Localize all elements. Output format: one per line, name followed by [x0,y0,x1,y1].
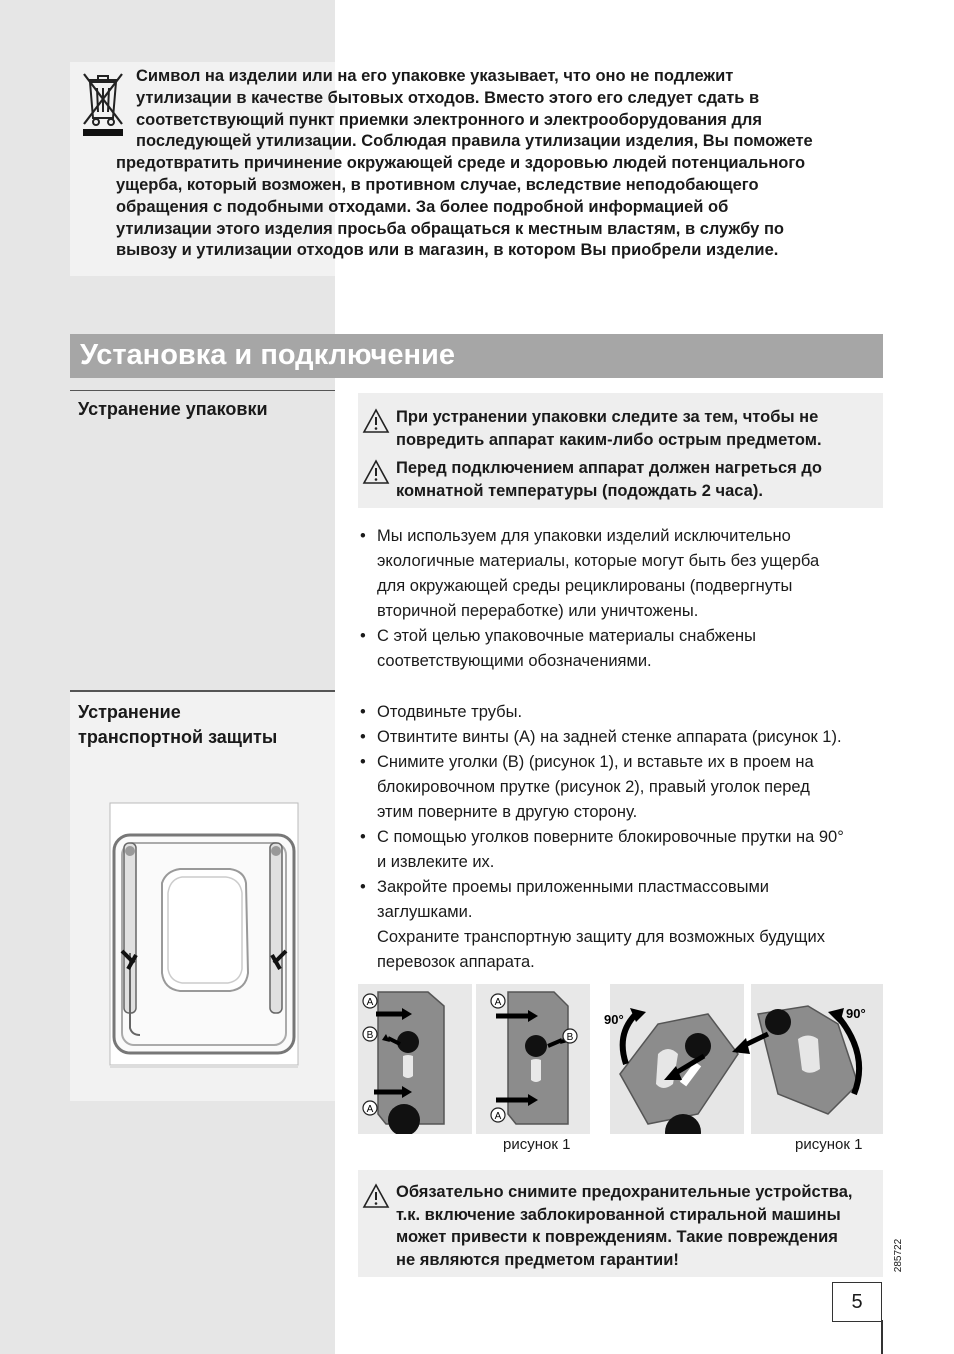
list-line: этим поверните в другую сторону. [377,803,638,821]
note-line: Сохраните транспортную защиту для возможных будущих [377,928,825,946]
warning-triangle-icon [362,1183,390,1209]
final-warning-box [358,1170,883,1277]
disposal-line: Символ на изделии или на его упаковке указывает, что оно не подлежит [136,67,734,85]
list-item [358,875,898,925]
list-line: • Отодвиньте трубы. [377,703,523,721]
list-line: блокировочном прутке (рисунок 2), правый уголок перед [377,778,810,796]
figure-caption: рисунок 1 [795,1136,863,1153]
deg-label: 90° [604,1012,624,1027]
list-item [358,624,898,674]
page-number: 5 [832,1282,882,1322]
label-a: A [366,1104,374,1115]
figure-bolts-angles [358,984,883,1134]
list-line: • Закройте проемы приложенными пластмассовыми [377,878,770,896]
list-line: • Мы используем для упаковки изделий исключительно [377,527,791,545]
warning-item [358,457,883,502]
warning-line: Обязательно снимите предохранительные устройства, [396,1183,853,1201]
label-a: A [366,997,374,1008]
figure-caption: рисунок 1 [503,1136,571,1153]
warning-line: комнатной температуры (подождать 2 часа). [396,481,763,500]
disposal-line: предотвратить причинение окружающей среде и здоровью людей потенциального [116,154,806,173]
note-line: перевозок аппарата. [377,953,535,971]
transport-figures [358,984,883,1134]
disposal-line: ущерба, который возможен, в противном случае, вследствие неподобающего [116,175,759,194]
transport-bullet-list [358,700,898,975]
list-line: • С этой целью упаковочные материалы снабжены [377,627,756,645]
warning-line: может привести к повреждениям. Такие повреждения [396,1228,838,1246]
list-line: заглушками. [377,903,473,921]
section-title: Установка и подключение [80,339,455,371]
warning-triangle-icon [362,408,390,434]
disposal-notice-text [82,66,882,262]
label-a: A [494,997,502,1008]
list-item [358,825,898,875]
disposal-line: последующей утилизации. Соблюдая правила утилизации изделия, Вы поможете [136,132,813,151]
list-line: • Снимите уголки (B) (рисунок 1), и вставьте их в проем на [377,753,814,771]
page-number-rule [881,1320,883,1354]
list-line: • С помощью уголков поверните блокировочные прутки на 90° [377,828,844,846]
warning-line: т.к. включение заблокированной стиральной машины [396,1205,841,1224]
warning-line: При устранении упаковки следите за тем, чтобы не [396,408,819,426]
list-item [358,750,898,825]
disposal-line: утилизации в качестве бытовых отходов. Вместо этого его следует сдать в [136,88,760,107]
machine-illustration-panel [70,773,335,1101]
disposal-line: утилизации этого изделия просьба обращаться к местным властям, в службу по [116,219,784,238]
list-line: вторичной переработке) или уничтожены. [377,602,699,620]
label-a: A [494,1111,502,1122]
label-b: B [566,1032,574,1043]
packaging-label: Устранение упаковки [78,399,268,419]
packaging-bullet-list [358,524,898,674]
warning-line: Перед подключением аппарат должен нагреться до [396,459,822,477]
label-b: B [366,1030,374,1041]
list-line: для окружающей среды рециклированы (подвергнуты [377,577,793,595]
disposal-line: вывозу и утилизации отходов или в магазин, в котором Вы приобрели изделие. [116,241,779,260]
document-code [886,1230,926,1280]
disposal-line: обращения с подобными отходами. За более подробной информацией об [116,197,729,216]
list-item [358,700,898,725]
warning-line: повредить аппарат каким-либо острым предметом. [396,430,822,449]
packaging-warning-box [358,393,883,508]
transport-label-line: Устранение [78,702,181,722]
list-line: и извлеките их. [377,853,495,871]
warning-item [358,406,883,451]
list-item [358,524,898,624]
washing-machine-rear-illustration [70,773,335,1101]
warning-line: не являются предметом гарантии! [396,1250,679,1269]
transport-label-line: транспортной защиты [78,727,278,747]
packaging-section-label [70,390,335,422]
deg-label: 90° [846,1006,866,1021]
document-code-text: 285722 [893,1238,905,1273]
warning-triangle-icon [362,459,390,485]
transport-note [358,925,898,975]
list-line: соответствующими обозначениями. [377,652,652,670]
list-line: • Отвинтите винты (A) на задней стенке аппарата (рисунок 1). [377,728,842,746]
list-item [358,725,898,750]
section-title-bar [70,334,883,378]
transport-section-label [70,690,335,774]
list-line: экологичные материалы, которые могут быть без ущерба [377,552,820,570]
disposal-line: соответствующий пункт приемки электронного и электрооборудования для [136,110,763,129]
warning-item [358,1181,883,1271]
